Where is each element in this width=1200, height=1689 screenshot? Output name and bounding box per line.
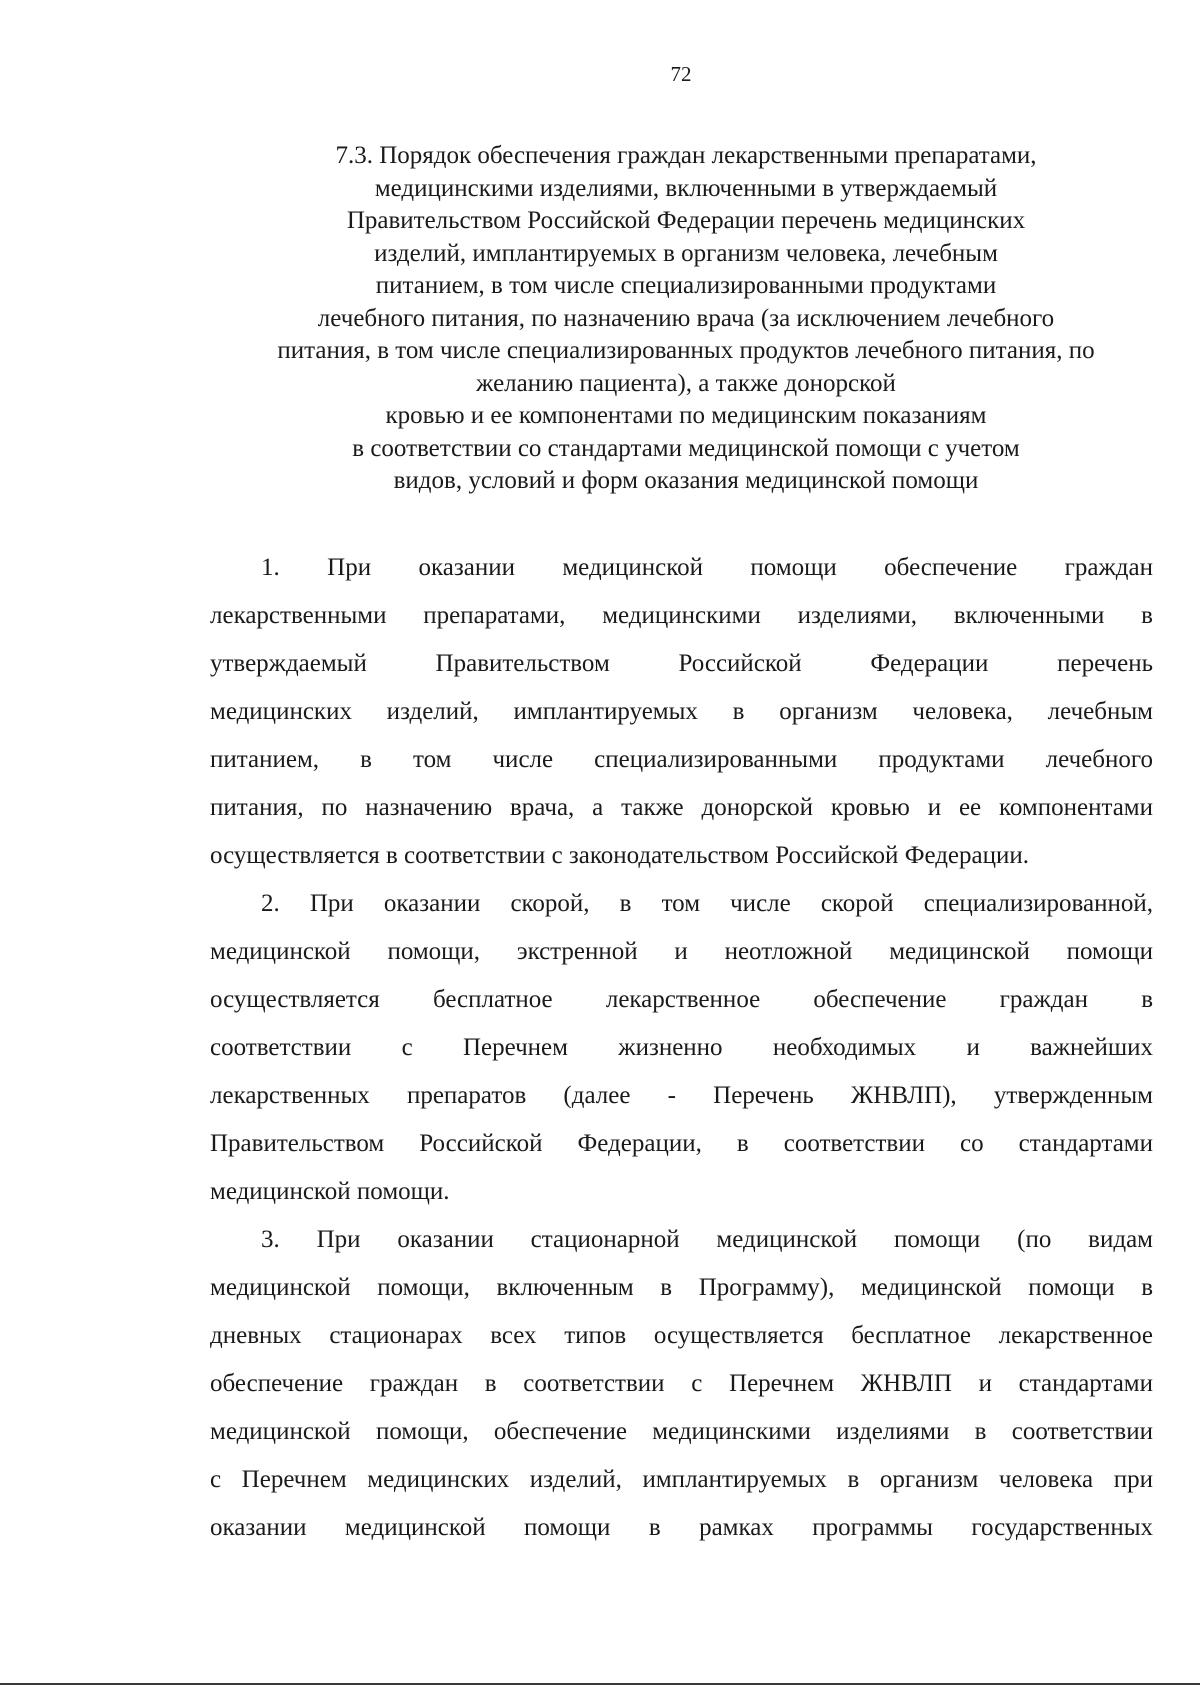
paragraph-line: обеспечение граждан в соответствии с Перечнем ЖНВЛП и стандартами [210, 1370, 1153, 1397]
section-title [190, 140, 1182, 498]
title-line: питания, в том числе специализированных продуктов лечебного питания, по [277, 337, 1095, 364]
paragraph-line: питания, по назначению врача, а также донорской кровью и ее компонентами [210, 794, 1153, 821]
page-edge-divider [0, 1683, 1200, 1685]
title-line: в соответствии со стандартами медицинской помощи с учетом [352, 434, 1020, 462]
paragraph-line: медицинской помощи, включенным в Программу), медицинской помощи в [210, 1274, 1153, 1301]
paragraph-line: медицинской помощи, обеспечение медицинскими изделиями в соответствии [210, 1418, 1153, 1445]
paragraph-line: Правительством Российской Федерации, в соответствии со стандартами [210, 1130, 1153, 1157]
document-body [210, 544, 1153, 1552]
paragraph-line: медицинской помощи, экстренной и неотложной медицинской помощи [210, 938, 1153, 965]
paragraph-line: дневных стационарах всех типов осуществляется бесплатное лекарственное [210, 1322, 1153, 1349]
title-line: 7.3. Порядок обеспечения граждан лекарственными препаратами, [335, 142, 1037, 169]
title-line: Правительством Российской Федерации перечень медицинских [346, 207, 1026, 234]
title-line: питанием, в том числе специализированными продуктами [375, 272, 997, 299]
paragraph-line: 2. При оказании скорой, в том числе скорой специализированной, [261, 890, 1153, 917]
paragraph-line: осуществляется в соответствии с законодательством Российской Федерации. [210, 842, 1030, 869]
title-line: кровью и ее компонентами по медицинским показаниям [385, 402, 987, 429]
paragraph-line: медицинской помощи. [210, 1178, 450, 1205]
title-line: медицинскими изделиями, включенными в утверждаемый [374, 174, 998, 202]
paragraph-3 [210, 1216, 1153, 1552]
paragraph-line: медицинских изделий, имплантируемых в организм человека, лечебным [210, 698, 1153, 725]
title-line: желанию пациента), а также донорской [476, 369, 896, 397]
paragraph-line: лекарственных препаратов (далее - Перечень ЖНВЛП), утвержденным [210, 1082, 1153, 1109]
paragraph-2 [210, 880, 1153, 1216]
paragraph-line: утверждаемый Правительством Российской Федерации перечень [210, 650, 1153, 677]
paragraph-1 [210, 544, 1153, 880]
paragraph-line: с Перечнем медицинских изделий, имплантируемых в организм человека при [210, 1466, 1153, 1493]
paragraph-line: оказании медицинской помощи в рамках программы государственных [210, 1514, 1153, 1541]
paragraph-line: 1. При оказании медицинской помощи обеспечение граждан [261, 554, 1153, 581]
paragraph-line: осуществляется бесплатное лекарственное обеспечение граждан в [210, 986, 1153, 1013]
paragraph-line: 3. При оказании стационарной медицинской помощи (по видам [261, 1226, 1153, 1253]
paragraph-line: соответствии с Перечнем жизненно необходимых и важнейших [210, 1034, 1153, 1061]
paragraph-line: лекарственными препаратами, медицинскими изделиями, включенными в [210, 602, 1153, 629]
title-line: видов, условий и форм оказания медицинской помощи [393, 467, 979, 494]
paragraph-line: питанием, в том числе специализированными продуктами лечебного [210, 746, 1153, 773]
title-line: изделий, имплантируемых в организм человека, лечебным [374, 239, 998, 267]
title-line: лечебного питания, по назначению врача (за исключением лечебного [317, 304, 1055, 332]
page-number: 72 [670, 62, 692, 86]
